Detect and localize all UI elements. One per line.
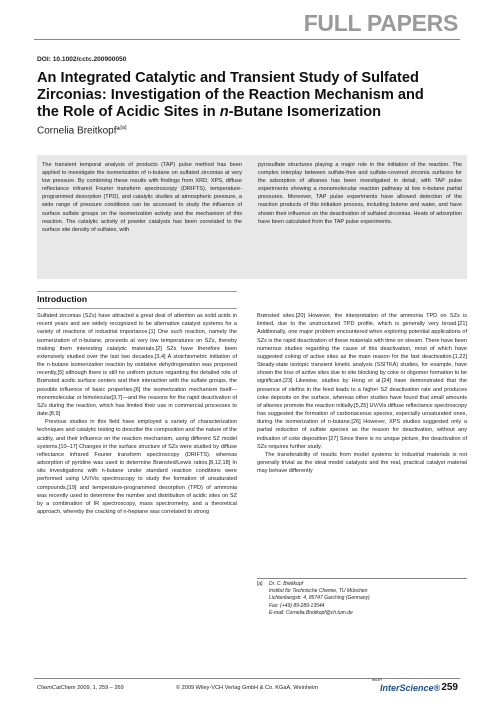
author[interactable] [37, 125, 127, 136]
journal-name: ChemCatChem [37, 685, 76, 691]
footnote-body [269, 581, 467, 617]
footnote-line: Institut für Technische Chemie, TU München [269, 588, 368, 595]
footnote-email[interactable]: E-mail: Cornelia.Breitkopf@ch.tum.de [269, 609, 353, 616]
section-rule-top [37, 291, 237, 292]
footnote-line: Lichtenbergstr. 4, 85747 Garching (Germany) [269, 595, 370, 602]
author-footnote [257, 581, 467, 617]
header-divider [34, 39, 460, 40]
title-line-2: Zirconias: Investigation of the Reaction Mechanism and [37, 87, 424, 103]
journal-volume: 2009, 1, 259 – 269 [75, 685, 124, 691]
interscience-logo[interactable] [372, 678, 441, 696]
doi[interactable]: DOI: 10.1002/cctc.200900050 [37, 56, 127, 63]
copyright: © 2009 Wiley-VCH Verlag GmbH & Co. KGaA, Weinheim [176, 685, 319, 691]
section-label: FULL PAPERS [303, 10, 458, 36]
wiley-wordmark: WILEY [372, 678, 383, 682]
interscience-wordmark: InterScience® [380, 683, 441, 693]
section-rule-bottom [37, 308, 237, 309]
intro-paragraph-1: Sulfated zirconias (SZs) have attracted a great deal of attention as solid acids in recent years and are widely recognized to be alternative catalyst systems for a variety of reactions of industrial importance.[1] One such reaction, namely the isomerization of n-butane, proceeds at very low temperatures on SZs, thereby making them interesting catalytic materials.[2] SZs have therefore been extensively studied over the last two decades.[3,4] A stoichiometric initiation of the n-butane isomerization reaction by oxidative dehydrogenation was proposed recently,[5] although there is still no uniform picture regarding the detailed role of Brønsted acidic surface centers and their interaction with the sulfate groups, the possible influence of basic properties,[6] the isomerization mechanism itself—monomolecular or bimolecular[3,7]—and the reasons for the rapid deactivation of SZs during the reaction, which has limited their use in commercial processes to date.[8,9] [37, 313, 237, 418]
author-name: Cornelia Breitkopf* [37, 125, 121, 137]
footer-divider [34, 678, 460, 679]
intro-paragraph-4: The transferability of results from model systems to industrial materials is not generally trivial as the ideal model catalysts and the real, practical catalyst material may behave differently [257, 451, 467, 475]
body-right-column [257, 312, 467, 475]
abstract-right-column: pyrosulfate structures playing a major role in the initiation of the reaction. The complex interplay between sulfate-free and sulfate-covered zirconia surfaces for the adsorption of alkanes has been investigated in detail, with TAP pulse experiments showing a monomolecular reaction pathway at low n-butane partial pressures. Moreover, TAP pulse experiments have allowed detection of the reaction products of this initiation process, including butene and water, and have shown their influence on the deactivation of sulfated zirconias. Heats of adsorption have been calculated from the TAP pulse experiments. [258, 162, 462, 225]
footnote-line: Fax: (+49) 89-289-13544 [269, 602, 325, 609]
footnote-line: Dr. C. Breitkopf [269, 581, 303, 587]
intro-paragraph-3: Brønsted sites.[20] However, the interpretation of the ammonia TPD on SZs is limited, due to the unstructured TPD profile, which is generally very broad.[21] Additionally, one major problem encountered when exploring potential applications of SZs is the rapid deactivation of these materials with time on stream. There have been numerous studies regarding the cause of this deactivation, most of which have suggested coking of active sites as the main reason for the fast deactivation.[1,22] Steady-state isotopic transient kinetic analysis (SSITKA) studies, for example, have shown the loss of active sites due to site blocking by coke or oligomer formation to be significant.[23] Likewise, studies by Hong et al.[24] have demonstrated that the presence of olefins in the feed leads to a higher SZ deactivation rate and produces coke deposits on the surface, whereas other studies have found that small amounts of alkenes promote the reaction initially.[5,25] UV/Vis diffuse reflectance spectroscopy has suggested the formation of carbonaceous species, especially unsaturated ones, during the isomerization of n-butane.[26] However, XPS studies suggested only a partial reduction of sulfate species as the reason for deactivation, without any indication of coke deposition.[27] Since there is no unique picture, the deactivation of SZs requires further study. [257, 313, 467, 450]
footnote-tag: [a] [257, 581, 263, 587]
introduction-heading: Introduction [37, 294, 88, 304]
title-line-1: An Integrated Catalytic and Transient Study of Sulfated [37, 70, 419, 86]
article-title [37, 70, 467, 121]
abstract-left-column: The transient temporal analysis of products (TAP) pulse method has been applied to investigate the isomerization of n-butane on sulfated zirconias at very low pressure. By combining these results with findings from XRD, XPS, diffuse reflectance infrared Fourier transform spectroscopy (DRIFTS), temperature-programmed desorption (TPD), and catalytic studies at atmospheric pressure, a wide range of pressure conditions can be accessed to study the influence of surface sulfate groups on the isomerization activity and the mechanism of this reaction. The catalytic activity of powder catalysts has been correlated to the surface site density of sulfates, with [42, 162, 242, 233]
page-header [0, 0, 496, 40]
title-line-3 [37, 104, 467, 121]
title-line-3c: -Butane Isomerization [228, 104, 382, 120]
abstract [37, 155, 467, 279]
journal-citation [37, 685, 124, 691]
footnote-divider [257, 578, 467, 579]
page-number: 259 [441, 682, 458, 693]
intro-paragraph-2: Previous studies in this field have employed a variety of characterization techniques and catalytic testing to describe the composition and the nature of the acidity, and their influence on the reaction mechanism, using different SZ model systems.[10–17] Changes in the surface structure of SZs were studied by diffuse reflectance infrared Fourier transform spectroscopy (DRIFTS), whereas adsorption of pyridine was used to determine Brønsted/Lewis ratios.[8,12,18] In situ investigations with n-butane under standard reaction conditions were performed using UV/Vis spectroscopy to study the formation of unsaturated compounds,[19] and temperature-programmed desorption (TPD) of ammonia was recently used to determine the number and distribution of acidic sites on SZ by a combination of IR spectroscopy, mass spectrometry, and a theoretical approach, whereby the cracking of n-heptane was correlated to strong [37, 419, 237, 516]
title-line-3b: n [219, 104, 229, 120]
author-affiliation-mark: [a] [120, 125, 127, 131]
body-left-column [37, 312, 237, 516]
title-line-3a: the Role of Acidic Sites in [37, 104, 220, 120]
